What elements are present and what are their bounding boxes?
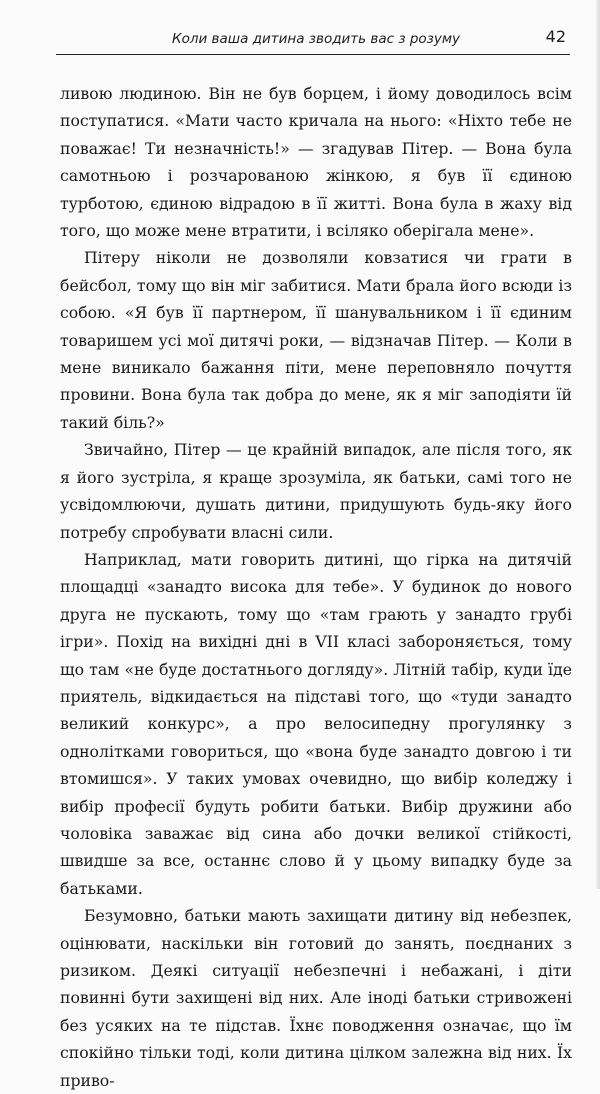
paragraph-2: Пітеру ніколи не дозволяли ковзатися чи грати в бейсбол, тому що він міг забитися. Мати брала його всюди із собою. «Я був її партнером, її шанувальником і її єдиним товаришем усі мої дитячі роки, — відзначав Пітер. — Коли в мене виникало бажання піти, мене переповняло почуття провини. Вона була так добра до мене, як я міг заподіяти їй такий біль?»: [60, 248, 572, 432]
running-header: [56, 22, 570, 55]
body-text: [60, 80, 572, 1094]
page-number: 42: [545, 27, 566, 46]
paragraph-5: Безумовно, батьки мають захищати дитину від небезпек, оцінювати, наскільки він готовий до занять, поєднаних з ризиком. Деякі ситуації небезпечні і небажані, і діти повинні бути захищені від них. Але іноді батьки стривожені без усяких на те підстав. Їхнє поводження означає, що їм спокійно тільки тоді, коли дитина цілком залежна від них. Їх приво-: [60, 906, 572, 1090]
page-edge-shadow: [596, 0, 600, 889]
paragraph-4: Наприклад, мати говорить дитині, що гірка на дитячій площадці «занадто висока для тебе». У будинок до нового друга не пускають, тому що «там грають у занадто грубі ігри». Похід на вихідні дні в VII класі забороняється, тому що там «не буде достатнього догляду». Літній табір, куди їде приятель, відкидається на підставі того, що «туди занадто великий конкурс», а про велосипедну прогулянку з однолітками говориться, що «вона буде занадто довгою і ти втомишся». У таких умовах очевидно, що вибір коледжу і вибір професії будуть робити батьки. Вибір дружини або чоловіка заважає від сина або дочки великої стійкості, швидше за все, останнє слово й у цьому випадку буде за батьками.: [60, 549, 572, 898]
header-title: Коли ваша дитина зводить вас з розуму: [171, 31, 460, 47]
paragraph-1: ливою людиною. Він не був борцем, і йому доводилось всім поступатися. «Мати часто кричала на нього: «Ніхто тебе не поважає! Ти незначність!» — згадував Пітер. — Вона була самотньою і розчарованою жінкою, я був її єдиною турботою, єдиною відрадою в її житті. Вона була в жаху від того, що може мене втратити, і всіляко оберігала мене».: [60, 84, 572, 241]
paragraph-3: Звичайно, Пітер — це крайній випадок, але після того, як я його зустріла, я краще зрозуміла, як батьки, самі того не усвідомлюючи, душать дитини, придушують будь-яку його потребу спробувати власні сили.: [60, 440, 572, 542]
